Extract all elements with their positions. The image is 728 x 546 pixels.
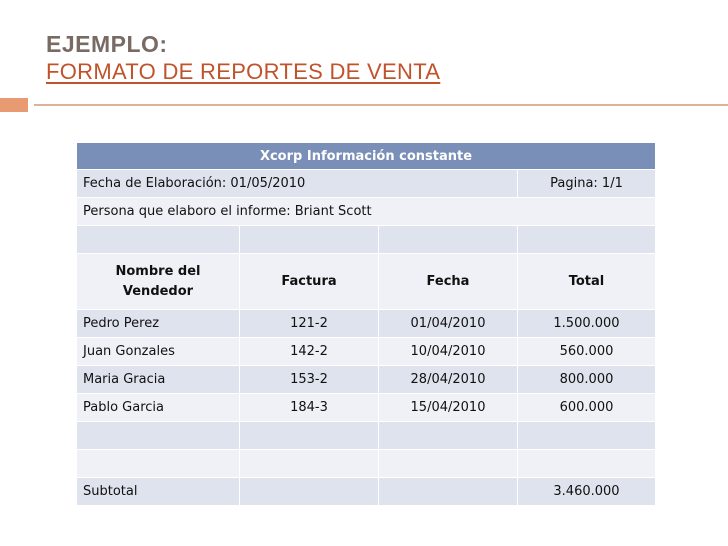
empty-cell xyxy=(379,450,518,478)
title-ejemplo: EJEMPLO: xyxy=(46,31,168,57)
report-table xyxy=(76,142,656,506)
empty-cell xyxy=(240,450,379,478)
vendedor-cell: Juan Gonzales xyxy=(77,338,240,366)
empty-cell xyxy=(379,422,518,450)
empty-cell xyxy=(77,226,240,254)
accent-square xyxy=(0,98,28,112)
column-header-row xyxy=(77,254,656,310)
pagina: Pagina: 1/1 xyxy=(518,170,656,198)
subtotal-label: Subtotal xyxy=(77,478,240,506)
total-cell: 800.000 xyxy=(518,366,656,394)
total-cell: 1.500.000 xyxy=(518,310,656,338)
empty-cell xyxy=(379,226,518,254)
empty-cell xyxy=(379,478,518,506)
table-row xyxy=(77,198,656,226)
column-header: Factura xyxy=(240,254,379,310)
table-row xyxy=(77,394,656,422)
table-row xyxy=(77,338,656,366)
column-header: Nombre del Vendedor xyxy=(77,254,240,310)
fecha-elaboracion: Fecha de Elaboración: 01/05/2010 xyxy=(77,170,518,198)
empty-cell xyxy=(77,422,240,450)
empty-cell xyxy=(240,226,379,254)
factura-cell: 142-2 xyxy=(240,338,379,366)
report-table-container xyxy=(76,142,656,506)
factura-cell: 153-2 xyxy=(240,366,379,394)
title-formato: FORMATO DE REPORTES DE VENTA xyxy=(46,59,441,84)
table-row-empty xyxy=(77,450,656,478)
empty-cell xyxy=(518,422,656,450)
table-header: Xcorp Información constante xyxy=(77,143,656,170)
column-header: Total xyxy=(518,254,656,310)
empty-cell xyxy=(240,422,379,450)
table-row xyxy=(77,310,656,338)
persona-informe: Persona que elaboro el informe: Briant Scott xyxy=(77,198,656,226)
total-cell: 600.000 xyxy=(518,394,656,422)
factura-cell: 184-3 xyxy=(240,394,379,422)
table-row-empty xyxy=(77,422,656,450)
factura-cell: 121-2 xyxy=(240,310,379,338)
fecha-cell: 10/04/2010 xyxy=(379,338,518,366)
vendedor-cell: Maria Gracia xyxy=(77,366,240,394)
empty-cell xyxy=(240,478,379,506)
fecha-cell: 15/04/2010 xyxy=(379,394,518,422)
empty-cell xyxy=(518,450,656,478)
slide-title xyxy=(46,30,440,86)
table-header-row xyxy=(77,143,656,170)
subtotal-row xyxy=(77,478,656,506)
empty-cell xyxy=(518,226,656,254)
table-row-empty xyxy=(77,226,656,254)
title-divider xyxy=(34,104,728,106)
table-row xyxy=(77,366,656,394)
total-cell: 560.000 xyxy=(518,338,656,366)
vendedor-cell: Pedro Perez xyxy=(77,310,240,338)
vendedor-cell: Pablo Garcia xyxy=(77,394,240,422)
empty-cell xyxy=(77,450,240,478)
fecha-cell: 01/04/2010 xyxy=(379,310,518,338)
subtotal-value: 3.460.000 xyxy=(518,478,656,506)
fecha-cell: 28/04/2010 xyxy=(379,366,518,394)
table-row xyxy=(77,170,656,198)
column-header: Fecha xyxy=(379,254,518,310)
